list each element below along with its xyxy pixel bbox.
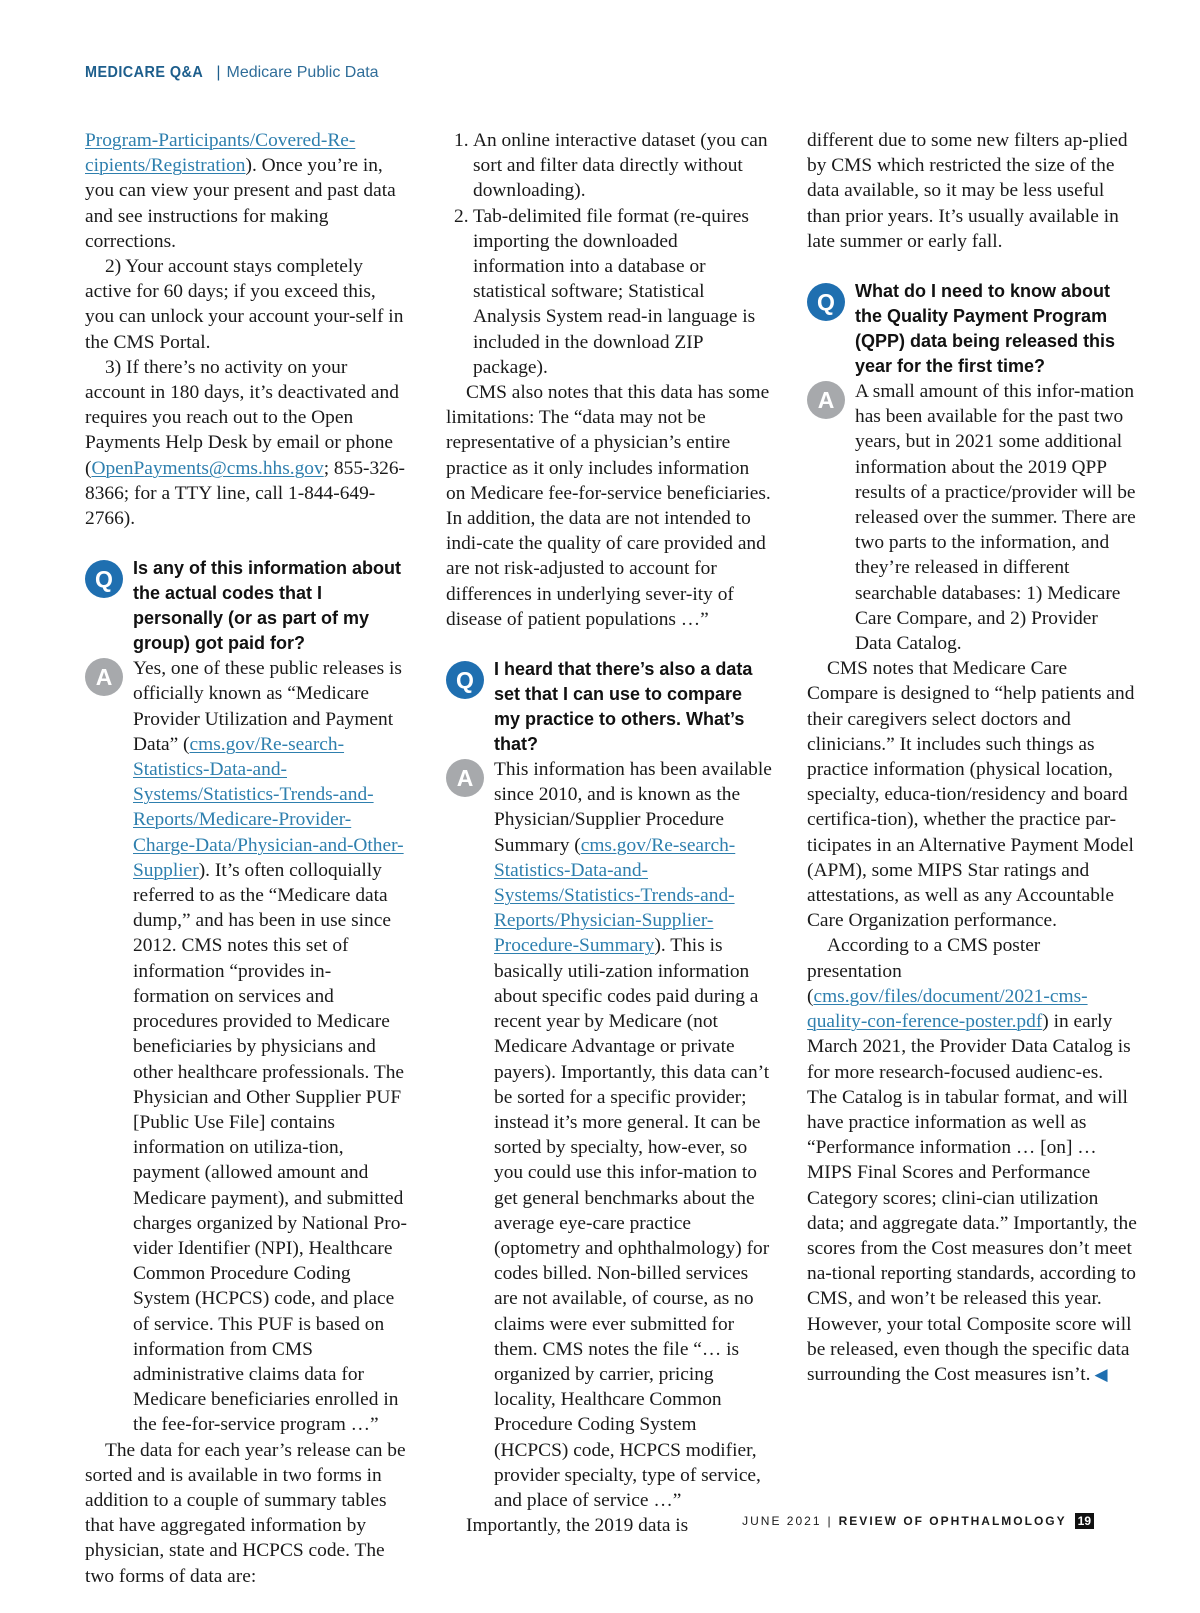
answer-badge: A <box>446 759 484 797</box>
header-separator: | <box>216 64 221 81</box>
list-item: 2. Tab-delimited file format (re-quires importing the downloaded information into a database or statistical software; Statistical Analysis System read-in language is included in the download ZIP package). <box>454 205 756 378</box>
email-link[interactable]: OpenPayments@cms.hhs.gov <box>91 457 324 479</box>
registration-link[interactable]: Program-Participants/Covered-Re-cipients/Registration <box>85 130 356 177</box>
paragraph: different due to some new filters ap-plied by CMS which restricted the size of the data available, so it may be less useful than prior years. It’s usually available in late summer or early fall. <box>807 130 1128 252</box>
question-badge: Q <box>807 283 845 321</box>
column-1 <box>85 128 407 1589</box>
answer-text: Yes, one of these public releases is officially known as “Medicare Provider Utilization and Payment Data” (cms.gov/Re-search-Statistics-Data-and-Systems/Statistics-Trends-and-Reports/Medicare-Provider-Charge-Data/Physician-and-Other-Supplier). It’s often colloquially referred to as the “Medicare data dump,” and has been in use since 2012. CMS notes this set of information “provides in-formation on services and procedures provided to Medicare beneficiaries by physicians and other healthcare professionals. The Physician and Other Supplier PUF [Public Use File] contains information on utiliza-tion, payment (allowed amount and Medicare payment), and submitted charges organized by National Pro-vider Identifier (NPI), Healthcare Common Procedure Coding System (HCPCS) code, and place of service. This PUF is based on information from CMS administrative claims data for Medicare beneficiaries enrolled in the fee-for-service program …” <box>133 658 407 1436</box>
running-header <box>85 64 379 90</box>
question-text: Is any of this information about the actual codes that I personally (or as part of my group) got paid for? <box>133 558 402 654</box>
question-badge: Q <box>446 661 484 699</box>
answer-block <box>807 379 1137 656</box>
topic-title: Medicare Public Data <box>226 64 379 81</box>
question-block <box>85 556 407 656</box>
paragraph: 2) Your account stays completely active for 60 days; if you exceed this, you can unlock your account your-self in the CMS Portal. <box>85 256 404 353</box>
answer-text: This information has been available since 2010, and is known as the Physician/Supplier Procedure Summary (cms.gov/Re-search-Statistics-Data-and-Systems/Statistics-Trends-and-Reports/Physician-Supplier-Procedure-Summary). This is basically utili-zation information about specific codes paid during a recent year by Medicare (not Medicare Advantage or private payers). Importantly, this data can’t be sorted for a specific provider; instead it’s more general. It can be sorted by specialty, how-ever, so you could use this infor-mation to get general benchmarks about the average eye-care practice (optometry and ophthalmology) for codes billed. Non-billed services are not available, of course, as no claims were ever submitted for them. CMS notes the file “… is organized by carrier, pricing locality, Healthcare Common Procedure Coding System (HCPCS) code, HCPCS modifier, provider specialty, type of service, and place of service …” <box>494 759 772 1511</box>
paragraph: Program-Participants/Covered-Re-cipients/Registration). Once you’re in, you can view your present and past data and see instructions for making corrections. <box>85 130 396 252</box>
paragraph: The data for each year’s release can be sorted and is available in two forms in addition to a couple of summary tables that have aggregated information by physician, state and HCPCS code. The two forms of data are: <box>85 1439 406 1587</box>
issue-date: JUNE 2021 <box>742 1514 822 1528</box>
answer-badge: A <box>807 381 845 419</box>
paragraph: Importantly, the 2019 data is <box>466 1515 689 1537</box>
section-title: MEDICARE Q&A <box>85 64 204 81</box>
data-forms-list <box>446 128 772 380</box>
column-3 <box>807 128 1137 1388</box>
paragraph: 3) If there’s no activity on your account in 180 days, it’s deactivated and requires you reach out to the Open Payments Help Desk by email or phone (OpenPayments@cms.hhs.gov; 855-326-8366; for a TTY line, call 1-844-649-2766). <box>85 356 406 530</box>
paragraph: CMS notes that Medicare Care Compare is designed to “help patients and their caregivers select doctors and clinicians.” It includes such things as practice information (physical location, specialty, educa-tion/residency and board certifica-tion), whether the practice par-ticipates in an Alternative Payment Model (APM), some MIPS Star ratings and attestations, as well as any Accountable Care Organization performance. <box>807 658 1135 932</box>
utilization-data-link[interactable]: cms.gov/Re-search-Statistics-Data-and-Systems/Statistics-Trends-and-Reports/Medicare-Provider-Charge-Data/Physician-and-Other-Supplier <box>133 733 404 881</box>
answer-badge: A <box>85 658 123 696</box>
footer-separator: | <box>827 1514 833 1528</box>
question-block <box>807 279 1137 379</box>
question-text: What do I need to know about the Quality Payment Program (QPP) data being released this year for the first time? <box>855 281 1116 377</box>
page-footer <box>742 1513 1094 1529</box>
question-badge: Q <box>85 560 123 598</box>
answer-block <box>85 656 407 1437</box>
page-number: 19 <box>1075 1513 1094 1529</box>
list-item: 1. An online interactive dataset (you can sort and filter data directly without downloading). <box>454 130 768 202</box>
answer-block <box>446 757 772 1513</box>
answer-text: A small amount of this infor-mation has been available for the past two years, but in 2021 some additional information about the 2019 QPP results of a practice/provider will be released over the summer. There are two parts to the information, and they’re released in different searchable databases: 1) Medicare Care Compare, and 2) Provider Data Catalog. <box>855 381 1136 655</box>
paragraph: CMS also notes that this data has some limitations: The “data may not be representative of a physician’s entire practice as it only includes information on Medicare fee-for-service beneficiaries. In addition, the data are not intended to indi-cate the quality of care provided and are not risk-adjusted to account for differences in underlying sever-ity of disease of patient populations …” <box>446 382 771 630</box>
question-block <box>446 657 772 757</box>
procedure-summary-link[interactable]: cms.gov/Re-search-Statistics-Data-and-Systems/Statistics-Trends-and-Reports/Physician-Supplier-Procedure-Summary <box>494 834 736 957</box>
poster-link[interactable]: cms.gov/files/document/2021-cms-quality-con-ference-poster.pdf <box>807 985 1088 1033</box>
triangle-left-icon: ◀ <box>1094 1364 1108 1385</box>
question-text: I heard that there’s also a data set that I can use to compare my practice to others. What’s that? <box>494 659 753 755</box>
column-2 <box>446 128 772 1538</box>
magazine-title: REVIEW OF OPHTHALMOLOGY <box>838 1514 1067 1528</box>
paragraph: According to a CMS poster presentation (cms.gov/files/document/2021-cms-quality-con-ference-poster.pdf) in early March 2021, the Provider Data Catalog is for more research-focused audienc-es. The Catalog is in tabular format, and will have practice information as well as “Performance information … [on] … MIPS Final Scores and Performance Category scores; clini-cian utilization data; and aggregate data.” Importantly, the scores from the Cost measures don’t meet na-tional reporting standards, according to CMS, and won’t be released this year. However, your total Composite score will be released, even though the specific data surrounding the Cost measures isn’t. ◀ <box>807 935 1137 1385</box>
